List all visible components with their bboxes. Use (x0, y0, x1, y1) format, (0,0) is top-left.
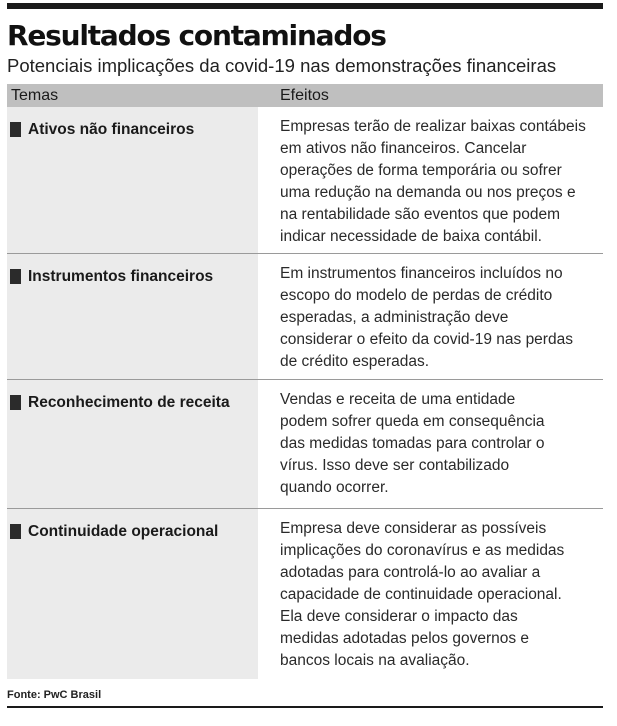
square-bullet-icon (10, 395, 21, 410)
effect-line: operações de forma temporária ou sofrer (280, 162, 562, 179)
effect-line: podem sofrer queda em consequência (280, 413, 545, 430)
effect-line: escopo do modelo de perdas de crédito (280, 287, 553, 304)
effect-cell (258, 509, 603, 679)
topic-cell (7, 107, 258, 253)
effect-line: adotadas para controlá-lo ao avaliar a (280, 564, 541, 581)
square-bullet-icon (10, 122, 21, 137)
effect-cell (258, 254, 603, 379)
source-credit: Fonte: PwC Brasil (7, 689, 102, 701)
effect-line: Vendas e receita de uma entidade (280, 391, 516, 408)
table-row (7, 509, 603, 679)
square-bullet-icon (10, 524, 21, 539)
topic-label: Instrumentos financeiros (28, 268, 214, 285)
table-row (7, 380, 603, 509)
topic-cell (7, 380, 258, 508)
effect-line: medidas adotadas pelos governos e (280, 630, 530, 647)
effect-line: considerar o efeito da covid-19 nas perdas (280, 331, 573, 348)
bottom-rule (7, 706, 603, 708)
effect-line: uma redução na demanda ou nos preços e (280, 184, 576, 201)
effect-line: na rentabilidade são eventos que podem (280, 206, 561, 223)
effect-cell (258, 380, 603, 508)
infographic (7, 0, 603, 708)
top-rule (7, 3, 603, 9)
effect-line: Ela deve considerar o impacto das (280, 608, 518, 625)
page-title: Resultados contaminados (7, 19, 386, 52)
effect-line: Em instrumentos financeiros incluídos no (280, 265, 563, 282)
effect-line: indicar necessidade de baixa contábil. (280, 228, 542, 245)
table-body (7, 107, 603, 679)
effect-line: Empresas terão de realizar baixas contábeis (280, 118, 586, 135)
effect-cell (258, 107, 603, 253)
effect-line: bancos locais na avaliação. (280, 652, 470, 669)
square-bullet-icon (10, 269, 21, 284)
effect-line: em ativos não financeiros. Cancelar (280, 140, 527, 157)
effect-line: vírus. Isso deve ser contabilizado (280, 457, 510, 474)
effect-line: implicações do coronavírus e as medidas (280, 542, 565, 559)
page-subtitle: Potenciais implicações da covid-19 nas demonstrações financeiras (7, 55, 557, 76)
topic-cell (7, 509, 258, 679)
table-row (7, 107, 603, 254)
topic-cell (7, 254, 258, 379)
topic-label: Reconhecimento de receita (28, 394, 230, 411)
effect-line: de crédito esperadas. (280, 353, 430, 370)
effect-line: quando ocorrer. (280, 479, 389, 496)
topic-label: Continuidade operacional (28, 523, 219, 540)
effect-line: esperadas, a administração deve (280, 309, 509, 326)
effect-line: das medidas tomadas para controlar o (280, 435, 545, 452)
effect-line: Empresa deve considerar as possíveis (280, 520, 547, 537)
column-header-topics: Temas (11, 86, 59, 104)
effect-line: capacidade de continuidade operacional. (280, 586, 562, 603)
topic-label: Ativos não financeiros (28, 121, 195, 138)
table-row (7, 254, 603, 380)
table-header (7, 84, 603, 107)
column-header-effects: Efeitos (280, 86, 329, 104)
